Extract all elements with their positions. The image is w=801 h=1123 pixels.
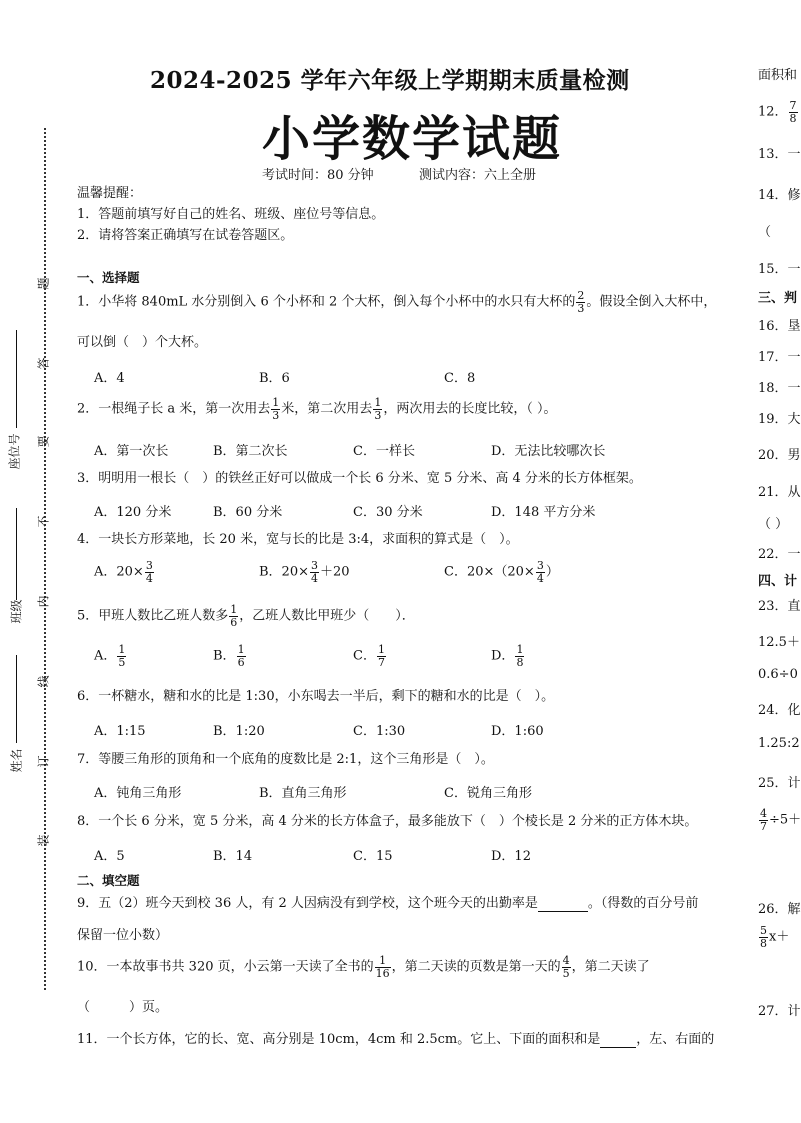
class-label: 班级 (9, 599, 24, 624)
option: B．20× $\frac{3}{4}$ ＋20 (259, 559, 350, 585)
exam-title: 2024-2025 学年六年级上学期期末质量检测 (150, 67, 630, 94)
right-column-text: 18．一 (758, 381, 801, 396)
right-column-text: 20．男 (758, 448, 801, 463)
right-column-text: $\frac{5}{8}$ x＋ (760, 924, 790, 950)
fraction: $\frac{1}{6}$ (230, 603, 238, 629)
binding-word: 不 (36, 515, 51, 528)
exam-subject-title: 小学数学试题 (262, 111, 563, 167)
question-2: 2．一根绳子长 a 米，第一次用去 $\frac{1}{3}$ 米，第二次用去 $\frac{1}{3}$ ，两次用去的长度比较，（ ）。 (77, 396, 557, 422)
option: C．20×（20× $\frac{3}{4}$ ） (444, 559, 559, 585)
question-8: 8．一个长 6 分米，宽 5 分米，高 4 分米的长方体盒子，最多能放下（ ）个棱长是 2 分米的正方体木块。 (77, 814, 698, 829)
question-7: 7．等腰三角形的顶角和一个底角的度数比是 2:1，这个三角形是（ ）。 (77, 752, 494, 767)
seat-blank-line (16, 330, 17, 428)
option: A．4 (94, 371, 125, 386)
option: C．1:30 (353, 724, 406, 739)
answer-blank[interactable] (538, 899, 588, 912)
fraction: $\frac{2}{3}$ (577, 289, 585, 315)
question-3: 3．明明用一根长（ ）的铁丝正好可以做成一个长 6 分米、宽 5 分米、高 4 分米的长方体框架。 (77, 471, 642, 486)
option: C．8 (444, 371, 476, 386)
seat-label: 座位号 (7, 433, 22, 470)
right-column-text: 面积和 (758, 68, 798, 83)
binding-word: 要 (36, 435, 51, 448)
option: A．20× $\frac{3}{4}$ (94, 559, 153, 585)
question-1: 1．小华将 840mL 水分别倒入 6 个小杯和 2 个大杯，倒入每个小杯中的水只有大杯的 $\frac{2}{3}$ 。假设全倒入大杯中， (77, 289, 717, 315)
option: A．钝角三角形 (94, 786, 182, 801)
question-9-cont: 保留一位小数） (77, 928, 169, 943)
right-column-text: 14．修 (758, 188, 801, 203)
right-column-text: 25．计 (758, 776, 801, 791)
option: A．5 (94, 849, 125, 864)
option: D． $\frac{1}{8}$ (491, 643, 524, 669)
right-column-text: 1.25:2 (758, 736, 800, 751)
class-blank-line (16, 508, 17, 600)
binding-word: 订 (36, 755, 51, 768)
option: C．锐角三角形 (444, 786, 532, 801)
binding-word: 内 (36, 595, 51, 608)
name-blank-line (16, 655, 17, 743)
right-column-text: （ ） (758, 517, 789, 532)
right-column-text: 27．计 (758, 1004, 801, 1019)
option: A．第一次长 (94, 444, 169, 459)
answer-blank[interactable] (600, 1035, 636, 1048)
question-10: 10．一本故事书共 320 页，小云第一天读了全书的 $\frac{1}{16}$ ，第二天读的页数是第一天的 $\frac{4}{5}$ ，第二天读了 (77, 954, 650, 980)
right-column-text: 四、计 (758, 574, 798, 589)
right-column-text: 23．直 (758, 599, 801, 614)
right-column-text: 17．一 (758, 350, 801, 365)
right-column-text: （ (758, 225, 772, 240)
reminder-item: 1．答题前填写好自己的姓名、班级、座位号等信息。 (77, 207, 385, 222)
reminder-item: 2．请将答案正确填写在试卷答题区。 (77, 228, 294, 243)
right-column-text: 19．大 (758, 412, 801, 427)
binding-word: 题 (36, 277, 51, 290)
fraction: $\frac{1}{3}$ (374, 396, 382, 422)
option: B．60 分米 (213, 505, 283, 520)
right-column-text: 21．从 (758, 485, 801, 500)
fraction: $\frac{7}{8}$ (789, 99, 797, 125)
option: B．14 (213, 849, 253, 864)
right-column-text: 22．一 (758, 547, 801, 562)
fraction: $\frac{1}{6}$ (237, 643, 245, 669)
exam-time: 考试时间：80 分钟 (262, 168, 374, 183)
section-choice-heading: 一、选择题 (77, 270, 140, 285)
right-column-text: 26．解 (758, 902, 801, 917)
option: D．1:60 (491, 724, 544, 739)
option: C．30 分米 (353, 505, 423, 520)
section-fill-heading: 二、填空题 (77, 873, 140, 888)
option: C． $\frac{1}{7}$ (353, 643, 385, 669)
binding-word: 线 (36, 675, 51, 688)
option: D．12 (491, 849, 531, 864)
question-1-cont: 可以倒（ ）个大杯。 (77, 335, 208, 350)
question-9: 9．五（2）班今天到校 36 人，有 2 人因病没有到学校，这个班今天的出勤率是 。（得数的百分号前 (77, 896, 699, 911)
reminder-title: 温馨提醒： (77, 186, 143, 201)
right-column-text: $\frac{4}{7}$ ÷5＋ (760, 807, 801, 833)
fraction: $\frac{1}{5}$ (118, 643, 126, 669)
fraction: $\frac{3}{4}$ (311, 559, 318, 585)
fraction: $\frac{1}{16}$ (375, 954, 390, 980)
fraction: $\frac{3}{4}$ (145, 559, 153, 585)
option: A． $\frac{1}{5}$ (94, 643, 126, 669)
binding-word: 装 (36, 834, 51, 847)
fraction: $\frac{4}{7}$ (760, 807, 767, 833)
option: D．148 平方分米 (491, 505, 596, 520)
right-column-text: 24．化 (758, 703, 801, 718)
right-column-text: 12.5＋ (758, 635, 800, 650)
fraction: $\frac{1}{7}$ (377, 643, 385, 669)
question-4: 4．一块长方形菜地，长 20 米，宽与长的比是 3:4，求面积的算式是（ ）。 (77, 532, 519, 547)
question-11: 11．一个长方体，它的长、宽、高分别是 10cm，4cm 和 2.5cm。它上、下面的面积和是 ，左、右面的 (77, 1032, 715, 1047)
right-column-text: 0.6÷0 (758, 667, 798, 682)
right-column-text: 12． $\frac{7}{8}$ (758, 99, 797, 125)
question-5: 5．甲班人数比乙班人数多 $\frac{1}{6}$ ，乙班人数比甲班少（ ）． (77, 603, 415, 629)
option: C．15 (353, 849, 393, 864)
option: B．第二次长 (213, 444, 288, 459)
name-label: 姓名 (9, 748, 24, 773)
fraction: $\frac{4}{5}$ (562, 954, 570, 980)
binding-word: 答 (36, 357, 51, 370)
question-10-cont: （ ）页。 (77, 1000, 169, 1015)
fraction: $\frac{5}{8}$ (760, 924, 767, 950)
fraction: $\frac{1}{8}$ (516, 643, 524, 669)
option: A．120 分米 (94, 505, 172, 520)
question-6: 6．一杯糖水，糖和水的比是 1:30，小东喝去一半后，剩下的糖和水的比是（ ）。 (77, 689, 555, 704)
option: B． $\frac{1}{6}$ (213, 643, 245, 669)
right-column-text: 15．一 (758, 262, 801, 277)
fraction: $\frac{1}{3}$ (272, 396, 280, 422)
right-column-text: 16．垦 (758, 319, 801, 334)
option: B．1:20 (213, 724, 265, 739)
right-column-text: 三、判 (758, 291, 798, 306)
option: B．6 (259, 371, 290, 386)
right-column-text: 13．一 (758, 147, 801, 162)
exam-content: 测试内容：六上全册 (419, 168, 537, 183)
fraction: $\frac{3}{4}$ (536, 559, 544, 585)
option: B．直角三角形 (259, 786, 347, 801)
option: A．1:15 (94, 724, 146, 739)
option: D．无法比较哪次长 (491, 444, 606, 459)
binding-dotted-line (44, 128, 46, 990)
option: C．一样长 (353, 444, 415, 459)
